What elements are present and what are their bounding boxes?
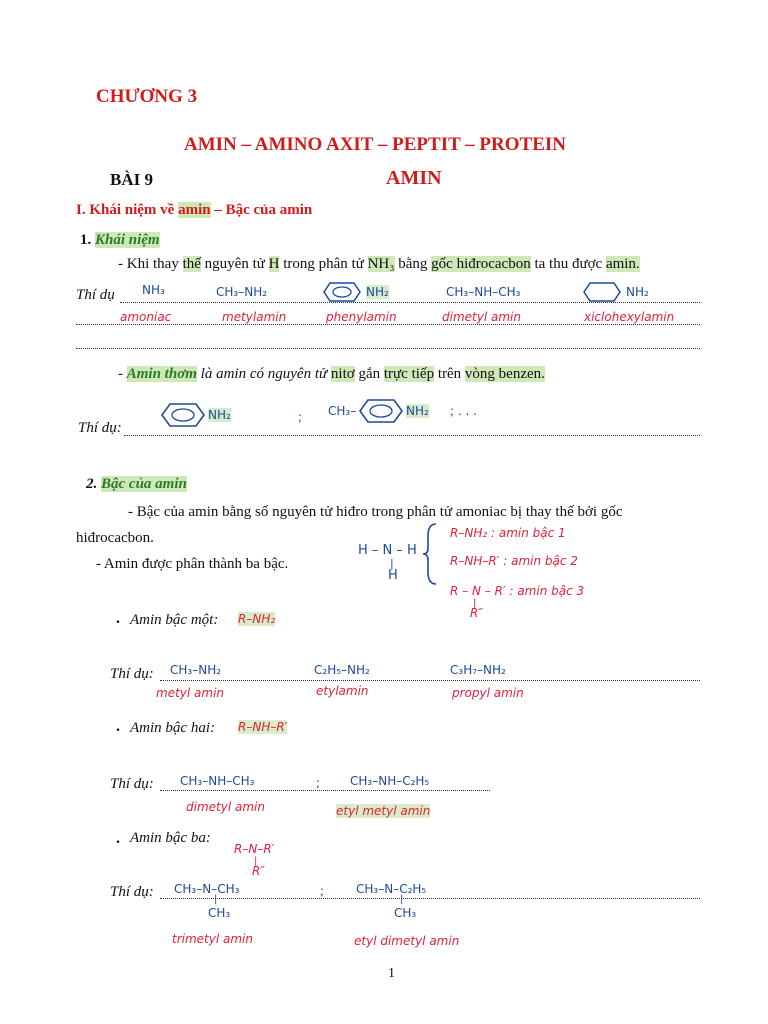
deg1-ex-methyl: CH₃–NH₂ [170,663,222,677]
degree3-label: Amin bậc ba: [130,830,211,846]
toluidine-nh2: NH₂ [406,404,429,418]
ex-formula-ammonia: NH₃ [142,283,165,297]
ammonia-bottom-h: H [388,568,398,583]
main-title: AMIN – AMINO AXIT – PEPTIT – PROTEIN [184,134,566,155]
more-examples: ; . . . [450,404,477,418]
page-number: 1 [388,966,395,981]
class-tertiary-sub: R″ [470,606,483,620]
deg1-ex-propyl: C₃H₇–NH₂ [450,663,506,677]
ammonia-bond: | [390,557,394,570]
deg3-ex-separator: ; [320,884,325,898]
amine-definition: - Khi thay thế nguyên tử H trong phân tử NH₃ bằng gốc hiđrocacbon ta thu được amin. [118,256,640,272]
ammonia-structure: H – N – H [358,543,417,558]
dotted-line [160,898,700,899]
dotted-line [160,680,700,681]
chapter-label: CHƯƠNG 3 [96,86,198,107]
deg2-ex-separator: ; [316,776,321,790]
deg3-ex-trimethyl: CH₃–N–CH₃ [174,882,240,896]
toluidine-ch3: CH₃– [328,404,357,418]
bullet: . [116,830,120,847]
deg3-ex-trimethyl-sub: CH₃ [208,906,231,920]
deg3-name-trimethyl: trimetyl amin [172,932,253,946]
degree1-label: Amin bậc một: [130,612,219,628]
name-phenylamine: phenylamin [326,310,397,324]
bullet: . [116,610,120,627]
curly-brace-icon [422,522,440,586]
degree1-formula: R–NH₂ [238,612,276,626]
benzene-ring-icon [160,402,206,428]
lesson-title: AMIN [386,167,442,189]
deg2-ex-ethylmethyl: CH₃–NH–C₂H₅ [350,774,430,788]
deg3-name-ethyldimethyl: etyl dimetyl amin [354,934,460,948]
benzene-ring-icon [322,281,362,303]
dotted-line [76,324,700,325]
class-secondary: R–NH–R′ : amin bậc 2 [450,554,578,568]
deg2-name-dimethyl: dimetyl amin [186,800,265,814]
dotted-line [160,790,490,791]
deg1-ex-ethyl: C₂H₅–NH₂ [314,663,370,677]
deg3-ex-trimethyl-bond: | [214,894,218,905]
deg3-ex-ethyldimethyl-bond: | [400,894,404,905]
example-label: Thí dụ [76,287,115,303]
degree3-sub: R″ [252,864,265,878]
example-label: Thí dụ: [110,666,154,682]
aromatic-amine-definition: - Amin thơm là amin có nguyên tử nitơ gắn trực tiếp trên vòng benzen. [118,366,545,382]
lesson-number: BÀI 9 [110,170,153,189]
degree-definition-cont: hiđrocacbon. [76,530,154,546]
dotted-line [124,435,700,436]
ex-formula-cyclohexylamine: NH₂ [626,285,649,299]
deg2-ex-dimethyl: CH₃–NH–CH₃ [180,774,255,788]
example-label: Thí dụ: [110,884,154,900]
section1-heading: I. Khái niệm về amin – Bậc của amin [76,202,313,218]
name-ammonia: amoniac [120,310,172,324]
example-label: Thí dụ: [110,776,154,792]
subsection2-heading: 2. Bậc của amin [86,476,187,492]
separator: ; [298,410,303,424]
name-methylamine: metylamin [222,310,287,324]
example-label: Thí dụ: [78,420,122,436]
ex-formula-methylamine: CH₃–NH₂ [216,285,268,299]
degree3-bond: | [254,856,258,867]
benzene-ring-icon [358,398,404,424]
deg3-ex-ethyldimethyl: CH₃–N–C₂H₅ [356,882,427,896]
deg2-name-ethylmethyl: etyl metyl amin [336,804,431,818]
dotted-line [76,348,700,349]
ex-formula-phenylamine: NH₂ [366,285,389,299]
ex-formula-dimethylamine: CH₃–NH–CH₃ [446,285,521,299]
class-primary: R–NH₂ : amin bậc 1 [450,526,566,540]
bullet: . [116,718,120,735]
deg1-name-ethyl: etylamin [316,684,369,698]
deg3-ex-ethyldimethyl-sub: CH₃ [394,906,417,920]
degree2-formula: R–NH–R′ [238,720,288,734]
name-dimethylamine: dimetyl amin [442,310,521,324]
degree-definition: - Bậc của amin bằng số nguyên tử hiđro trong phân tử amoniac bị thay thế bởi gốc [128,504,623,520]
degree2-label: Amin bậc hai: [130,720,215,736]
aniline-nh2: NH₂ [208,408,231,422]
deg1-name-methyl: metyl amin [156,686,225,700]
class-tertiary: R – N – R′ : amin bậc 3 [450,584,585,598]
tertiary-bond: | [473,598,477,609]
subsection1-heading: 1. Khái niệm [80,232,160,248]
name-cyclohexylamine: xiclohexylamin [584,310,675,324]
deg1-name-propyl: propyl amin [452,686,524,700]
three-classes-text: - Amin được phân thành ba bậc. [96,556,289,572]
degree3-formula: R–N–R′ [234,842,275,856]
cyclohexane-ring-icon [582,281,622,303]
